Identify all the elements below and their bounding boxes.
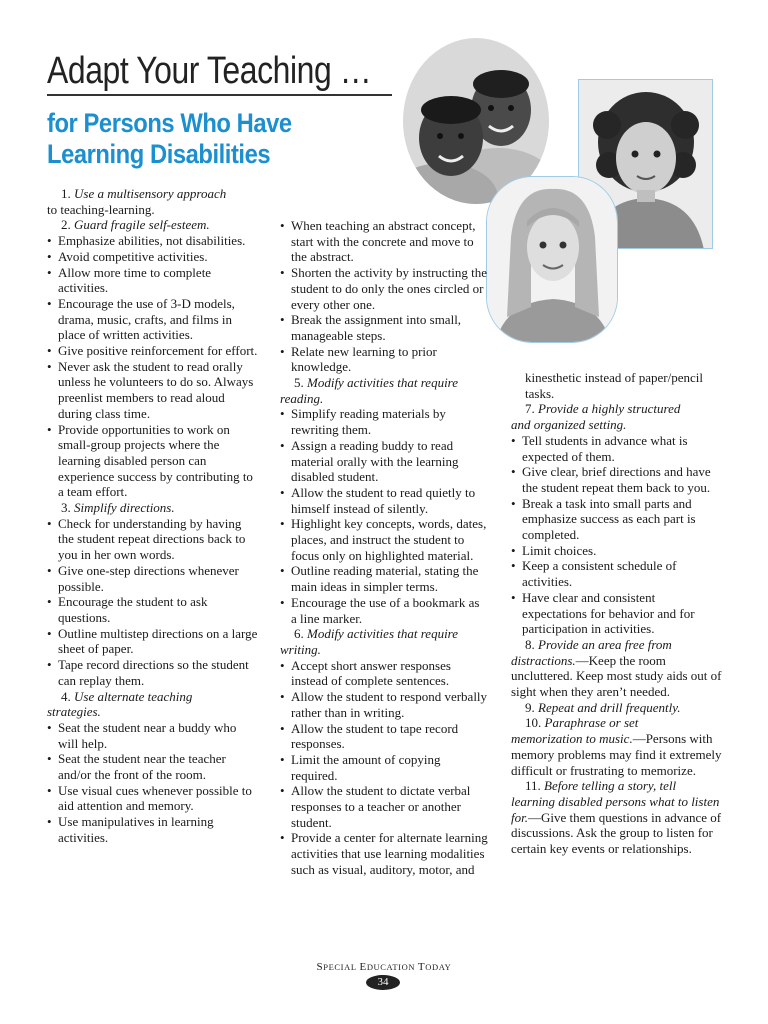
- heading-text: Simplify directions.: [74, 500, 175, 516]
- numbered-heading: [280, 626, 488, 642]
- heading-text: Modify activities that require: [307, 626, 459, 642]
- bullet-item: • Check for understanding by having the student repeat directions back to you in her own words.: [47, 516, 259, 563]
- numbered-heading: [511, 778, 723, 794]
- heading-continuation: strategies.: [47, 704, 101, 720]
- bullet-item: • Shorten the activity by instructing the student to do only the ones circled or every other one.: [280, 265, 488, 312]
- numbered-heading: [511, 401, 723, 417]
- heading-text: Before telling a story, tell: [544, 778, 677, 794]
- text-column-2: [280, 218, 488, 878]
- bullet-item: • Highlight key concepts, words, dates, places, and instruct the student to focus only on highlighted material.: [280, 516, 488, 563]
- numbered-heading: [511, 637, 723, 653]
- text-column-3: [511, 370, 723, 857]
- heading-text: Paraphrase or set: [544, 715, 639, 731]
- subtitle-line-1: for Persons Who Have: [47, 108, 292, 138]
- item-number: 3.: [61, 500, 74, 516]
- bullet-item: • Limit the amount of copying required.: [280, 752, 488, 783]
- heading-continuation: and organized setting.: [511, 417, 627, 433]
- bullet-item: • Accept short answer responses instead of complete sentences.: [280, 658, 488, 689]
- paragraph: [511, 794, 723, 857]
- item-number: 9.: [525, 699, 538, 715]
- item-number: 5.: [294, 375, 307, 391]
- heading-text: Modify activities that require: [307, 375, 459, 391]
- paragraph-text: —Give them questions in advance of discussions. Ask the group to listen for certain key events or relationships.: [511, 809, 722, 857]
- page-title: Adapt Your Teaching …: [47, 50, 372, 92]
- bullet-item: • Relate new learning to prior knowledge.: [280, 344, 488, 375]
- bullet-item: • Outline reading material, stating the main ideas in simpler terms.: [280, 563, 488, 594]
- numbered-heading: [511, 715, 723, 731]
- numbered-heading: [47, 186, 259, 202]
- heading-continuation: distractions.: [511, 652, 576, 668]
- bullet-item: • Avoid competitive activities.: [47, 249, 259, 265]
- bullet-item: • Have clear and consistent expectations for behavior and for participation in activities.: [511, 590, 723, 637]
- item-number: 1.: [61, 186, 74, 201]
- bullet-item: • Simplify reading materials by rewriting them.: [280, 406, 488, 437]
- bullet-item: • Provide opportunities to work on small-group projects where the learning disabled person can experience success by contributing to a team effort.: [47, 422, 259, 501]
- numbered-heading: [511, 700, 723, 716]
- bullet-item: • Seat the student near a buddy who will help.: [47, 720, 259, 751]
- heading-text: Guard fragile self-esteem.: [74, 217, 210, 233]
- item-number: 2.: [61, 217, 74, 233]
- bullet-item: • Give positive reinforcement for effort.: [47, 343, 259, 359]
- publication-name: SPECIAL EDUCATION TODAY: [316, 961, 452, 973]
- heading-continuation: memorization to music.: [511, 731, 633, 747]
- item-number: 6.: [294, 626, 307, 642]
- bullet-item: • Outline multistep directions on a large sheet of paper.: [47, 626, 259, 657]
- bullet-item: • Never ask the student to read orally unless he volunteers to do so. Always preenlist members to read aloud during class time.: [47, 359, 259, 422]
- item-number: 10.: [525, 715, 545, 731]
- text-column-1: [47, 186, 259, 846]
- publication-footer: [0, 961, 768, 973]
- numbered-heading: [280, 375, 488, 391]
- paragraph-text: —Persons with memory problems may find it extremely difficult or frustrating to memorize.: [511, 731, 722, 778]
- bullet-item: • Give one-step directions whenever possible.: [47, 563, 259, 594]
- bullet-item: • Seat the student near the teacher and/or the front of the room.: [47, 751, 259, 782]
- bullet-item: • Allow the student to read quietly to himself instead of silently.: [280, 485, 488, 516]
- subtitle-line-2: Learning Disabilities: [47, 139, 271, 169]
- photo-girl-blonde-hair: [486, 176, 618, 343]
- item-number: 4.: [61, 688, 74, 704]
- bullet-item: • Give clear, brief directions and have the student repeat them back to you.: [511, 464, 723, 495]
- page-subtitle: [47, 108, 337, 170]
- bullet-item: • Encourage the use of 3-D models, drama, music, crafts, and films in place of written activities.: [47, 296, 259, 343]
- bullet-item: • Assign a reading buddy to read material orally with the learning disabled student.: [280, 438, 488, 485]
- bullet-item: • Allow the student to tape record responses.: [280, 721, 488, 752]
- bullet-item: • Allow the student to dictate verbal responses to a teacher or another student.: [280, 783, 488, 830]
- heading-text: Use a multisensory approach: [74, 186, 227, 201]
- paragraph: to teaching-learning.: [47, 201, 155, 217]
- title-underline: [47, 94, 392, 96]
- bullet-item: • When teaching an abstract concept, start with the concrete and move to the abstract.: [280, 218, 488, 265]
- heading-text: Provide a highly structured: [538, 401, 681, 417]
- heading-text: Use alternate teaching: [74, 688, 193, 704]
- bullet-item: • Tell students in advance what is expected of them.: [511, 433, 723, 464]
- numbered-heading: [47, 217, 259, 233]
- bullet-continuation: kinesthetic instead of paper/pencil tasks.: [525, 370, 703, 401]
- heading-continuation: learning disabled persons what to listen for.: [511, 793, 720, 825]
- bullet-item: • Allow more time to complete activities.: [47, 265, 259, 296]
- bullet-item: • Emphasize abilities, not disabilities.: [47, 233, 259, 249]
- item-number: 11.: [525, 778, 545, 794]
- bullet-item: • Encourage the use of a bookmark as a line marker.: [280, 595, 488, 626]
- heading-text: Provide an area free from: [538, 636, 672, 652]
- bullet-item: • Keep a consistent schedule of activities.: [511, 558, 723, 589]
- heading-continuation: writing.: [280, 641, 321, 657]
- bullet-item: • Break the assignment into small, manageable steps.: [280, 312, 488, 343]
- bullet-item: • Encourage the student to ask questions.: [47, 594, 259, 625]
- paragraph: [511, 731, 723, 778]
- bullet-item: • Use visual cues whenever possible to aid attention and memory.: [47, 783, 259, 814]
- numbered-heading: [47, 689, 259, 705]
- bullet-item: • Break a task into small parts and emphasize success as each part is completed.: [511, 496, 723, 543]
- item-number: 8.: [525, 636, 538, 652]
- bullet-item: • Allow the student to respond verbally rather than in writing.: [280, 689, 488, 720]
- numbered-heading: [47, 500, 259, 516]
- bullet-item: • Provide a center for alternate learning activities that use learning modalities such as visual, auditory, motor, and: [280, 830, 488, 877]
- bullet-item: • Limit choices.: [511, 543, 723, 559]
- bullet-item: • Use manipulatives in learning activities.: [47, 814, 259, 845]
- paragraph: [511, 653, 723, 700]
- heading-continuation: reading.: [280, 390, 324, 406]
- paragraph-text: —Keep the room uncluttered. Keep most study aids out of sight when they aren’t needed.: [511, 652, 722, 700]
- bullet-item: • Tape record directions so the student can replay them.: [47, 657, 259, 688]
- page-number: 34: [366, 975, 400, 990]
- heading-text: Repeat and drill frequently.: [538, 699, 681, 715]
- item-number: 7.: [525, 401, 538, 417]
